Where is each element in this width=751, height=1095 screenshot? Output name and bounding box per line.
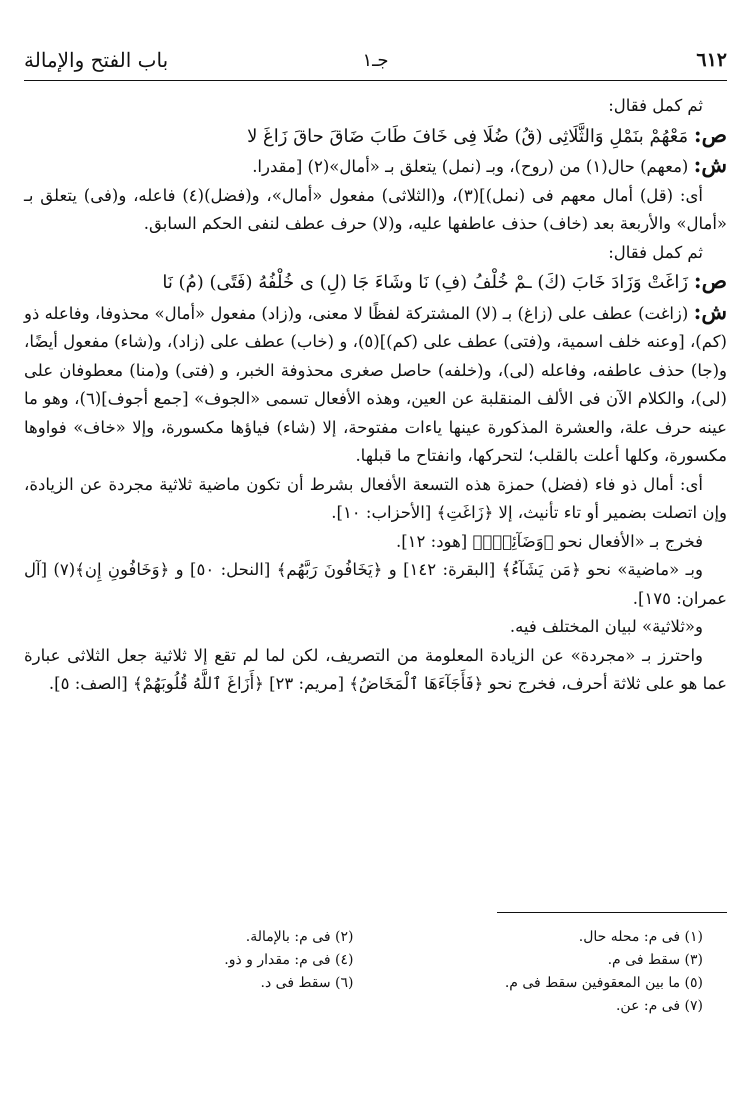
explanation-paragraph: فخرج بـ «الأفعال نحو ﴿وَضَآئِقٌۢ﴾ [هود: ١٢]. [395,531,703,551]
footnotes [24,926,703,1018]
footnote: (٥) ما بين المعقوفين سقط فى م. [504,975,703,991]
volume-label: جـ١ [362,49,389,71]
commentary-text: (معهم) حال(١) من (روح)، وبـ (نمل) يتعلق بـ «أمال»(٢) [مقدرا. [252,157,689,176]
commentary-text: (زاغت) عطف على (زاغ) بـ (لا) المشتركة لفظًا لا معنى، و(زاد) مفعول «أمال» محذوفا، وفاعله ذو (كم)، [وعنه خلف اسمية، و(فتى) عطف على (كم)](٥)، و (خاب) عطف على (زاد)، و(شاء) مفعول أيضًا، و(جا) حذف عاطفه، وفاعله (لى)، و(خلفه) حاصل صغرى محذوفة الخبر، و (فتى) و(منا) معطوفان على (لى)، والكلام الآن فى الألف المنقلبة عن العين، وهذه الأفعال تسمى «الجوف» [جمع أجوف](٦)، وهو ما عينه حرف علة، والعشرة المذكورة عينها ياءات مفتوحة، إلا (شاء) فياؤها مكسورة، وإلا «خاف» فواوها مكسورة، وكلها أعلت بالقلب؛ لتحركها، وانفتاح ما قبلها. [24,303,727,465]
explanation-paragraph: أى: أمال ذو فاء (فضل) حمزة هذه التسعة الأفعال بشرط أن تكون ماضية ثلاثية مجردة عن الزيادة، وإن اتصلت بضمير أو تاء تأنيث، إلا ﴿زَاغَتِ﴾ [الأحزاب: ١٠]. [24,474,727,522]
commentary-marker: ش: [693,152,727,177]
explanation-paragraph: واحترز بـ «مجردة» عن الزيادة المعلومة من التصريف، لكن لما لم تقع إلا ثلاثية جعل الثلاثى عبارة عما هو على ثلاثة أحرف، فخرج نحو ﴿فَأَجَآءَهَا ٱلْمَخَاضُ﴾ [مريم: ٢٣] ﴿أَزَاغَ ٱللَّهُ قُلُوبَهُمْ﴾ [الصف: ٥]. [24,645,727,693]
intro-line: ثم كمل فقال: [608,96,703,115]
page-number: ٦١٢ [696,49,727,71]
footnote: (٣) سقط فى م. [607,952,703,968]
footnote: (١) فى م: محله حال. [578,929,703,945]
verse-marker: ص: [693,268,727,293]
verse-marker: ص: [693,121,727,147]
commentary-line [24,151,727,182]
explanation-paragraph: و«ثلاثية» لبيان المختلف فيه. [509,617,703,636]
footnote: (٢) فى م: بالإمالة. [245,929,354,945]
commentary-paragraph [24,298,727,471]
verse-line [24,267,727,298]
page-header [24,40,727,81]
footnote-separator [497,912,727,913]
chapter-title: باب الفتح والإمالة [24,48,169,72]
footnote: (٧) فى م: عن. [615,998,703,1014]
intro-line: ثم كمل فقال: [608,242,703,262]
commentary-marker: ش: [693,298,727,324]
page-body [24,92,727,699]
verse-text: زَاغَتْ وَزَادَ خَابَ (كَ) ـمْ خُلْفُ (فِ) نَا وشَاءَ جَا (لِ) ى خُلْفُهُ (فَتًى) (مُ) نَا [162,272,689,293]
explanation-paragraph: أى: (قل) أمال معهم فى (نمل)](٣)، و(الثلاثى) مفعول «أمال»، و(فضل)(٤) فاعله، و(فى) يتعلق بـ «أمال» والأربعة بعد (خاف) حذف عاطفها عليه، و(لا) حرف عطف لنفى الحكم السابق. [24,185,727,233]
verse-line [24,121,727,152]
explanation-paragraph: وبـ «ماضية» نحو ﴿مَن يَشَآءُ﴾ [البقرة: ١٤٢] و ﴿يَخَافُونَ رَبَّهُم﴾ [النحل: ٥٠] و ﴿وَخَافُونِ إِن﴾(٧) [آل عمران: ١٧٥]. [24,560,727,608]
footnote: (٤) فى م: مقدار و ذو. [224,952,354,968]
verse-text: مَعْهُمْ بنَمْلِ وَالثَّلَاثِى (قُ) ضُلَا فِى خَافَ طَابَ ضَاقَ حاقَ زَاغَ لا [247,125,689,147]
footnote: (٦) سقط فى د. [260,975,354,991]
